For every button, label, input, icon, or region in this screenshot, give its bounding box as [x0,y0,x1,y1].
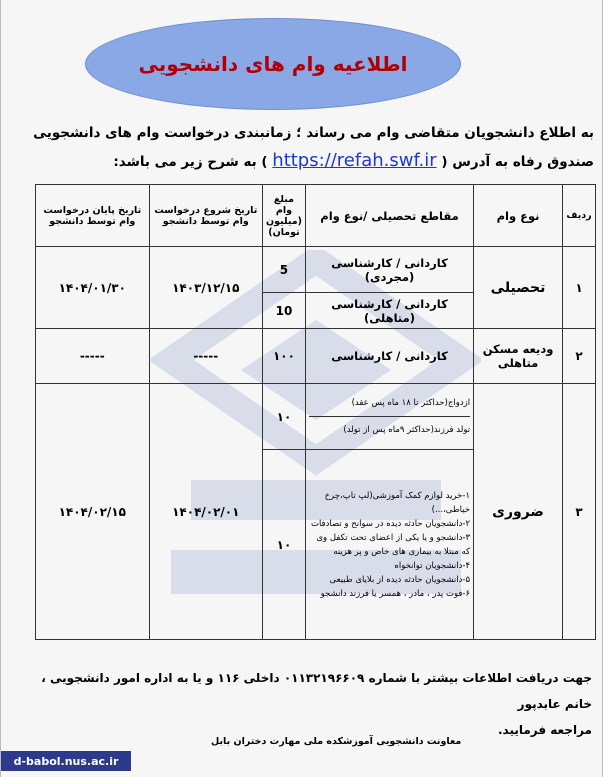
loan-type: ودیعه مسکن متاهلی [474,329,563,384]
level-cell: کاردانی / کارشناسی (مجردی) [305,247,473,293]
row-number: ۲ [563,329,596,384]
condition-item: تولد فرزند(حداکثر ۹ماه پس از تولد) [343,425,471,435]
intro-line-2 [31,147,594,176]
loan-table [35,184,596,640]
table-row [36,384,596,450]
header-loan-type: نوع وام [474,185,563,247]
header-end-date: تاریخ پایان درخواست وام توسط دانشجو [36,185,150,247]
loan-type: ضروری [474,384,563,640]
amount-cell: ۱۰ [263,384,306,450]
amount-cell: ۱۰ [263,450,306,640]
table-row [36,329,596,384]
condition-list [305,384,473,450]
condition-item: ۳-دانشجو و یا یکی از اعضای تحت تکفل وی که مبتلا به بیماری های خاص و پر هزینه [316,532,471,557]
signature: معاونت دانشجویی آموزشکده ملی مهارت دختران بابل [211,736,462,747]
row-number: ۳ [563,384,596,640]
contact-info [41,665,592,743]
contact-line-2: مراجعه فرمایید. [497,723,592,737]
condition-item: ۱-خرید لوازم کمک آموزشی(لپ تاپ،چرخ خیاطی،...) [324,490,471,515]
header-level: مقاطع تحصیلی /نوع وام [305,185,473,247]
end-date: ۱۴۰۴/۰۲/۱۵ [36,384,150,640]
header-row-number: ردیف [563,185,596,247]
level-cell: کاردانی / کارشناسی [305,329,473,384]
end-date: ----- [36,329,150,384]
start-date: ----- [149,329,262,384]
level-cell: کاردانی / کارشناسی (متاهلی) [305,293,473,329]
condition-item: ۲-دانشجویان حادثه دیده در سوانح و تصادفات [310,518,471,529]
condition-item: ۵-دانشجویان حادثه دیده از بلایای طبیعی [329,574,471,585]
intro-line-2-suffix: ) به شرح زیر می باشد: [113,154,268,170]
amount-cell: 10 [263,293,306,329]
start-date: ۱۴۰۳/۱۲/۱۵ [149,247,262,329]
condition-item: ۶-فوت پدر ، مادر ، همسر یا فرزند دانشجو [320,588,471,599]
intro-text [31,120,594,176]
loan-type: تحصیلی [474,247,563,329]
notice-title: اطلاعیه وام های دانشجویی [85,18,461,110]
condition-list [305,450,473,640]
amount-cell: ۱۰۰ [263,329,306,384]
condition-item: ازدواج(حداکثر تا ۱۸ ماه پس عقد) [309,396,470,417]
site-address[interactable]: d-babol.nus.ac.ir [1,751,131,771]
amount-cell: 5 [263,247,306,293]
row-number: ۱ [563,247,596,329]
header-amount: مبلغ وام (میلیون تومان) [263,185,306,247]
table-header-row [36,185,596,247]
intro-line-2-prefix: صندوق رفاه به آدرس ( [441,154,594,170]
condition-item: ۴-دانشجویان توانخواه [394,560,471,571]
header-start-date: تاریخ شروع درخواست وام توسط دانشجو [149,185,262,247]
start-date: ۱۴۰۴/۰۲/۰۱ [149,384,262,640]
contact-line-1: جهت دریافت اطلاعات بیشتر با شماره ۰۱۱۳۲۱۹۶۶۰۹ داخلی ۱۱۶ و یا به اداره امور دانشجویی ، خانم عابدپور [41,671,592,711]
refah-link[interactable]: https://refah.swf.ir [272,150,437,171]
table-row [36,247,596,293]
intro-line-1: به اطلاع دانشجویان متقاضی وام می رساند ؛ زمانبندی درخواست وام های دانشجویی [33,125,594,141]
end-date: ۱۴۰۴/۰۱/۳۰ [36,247,150,329]
